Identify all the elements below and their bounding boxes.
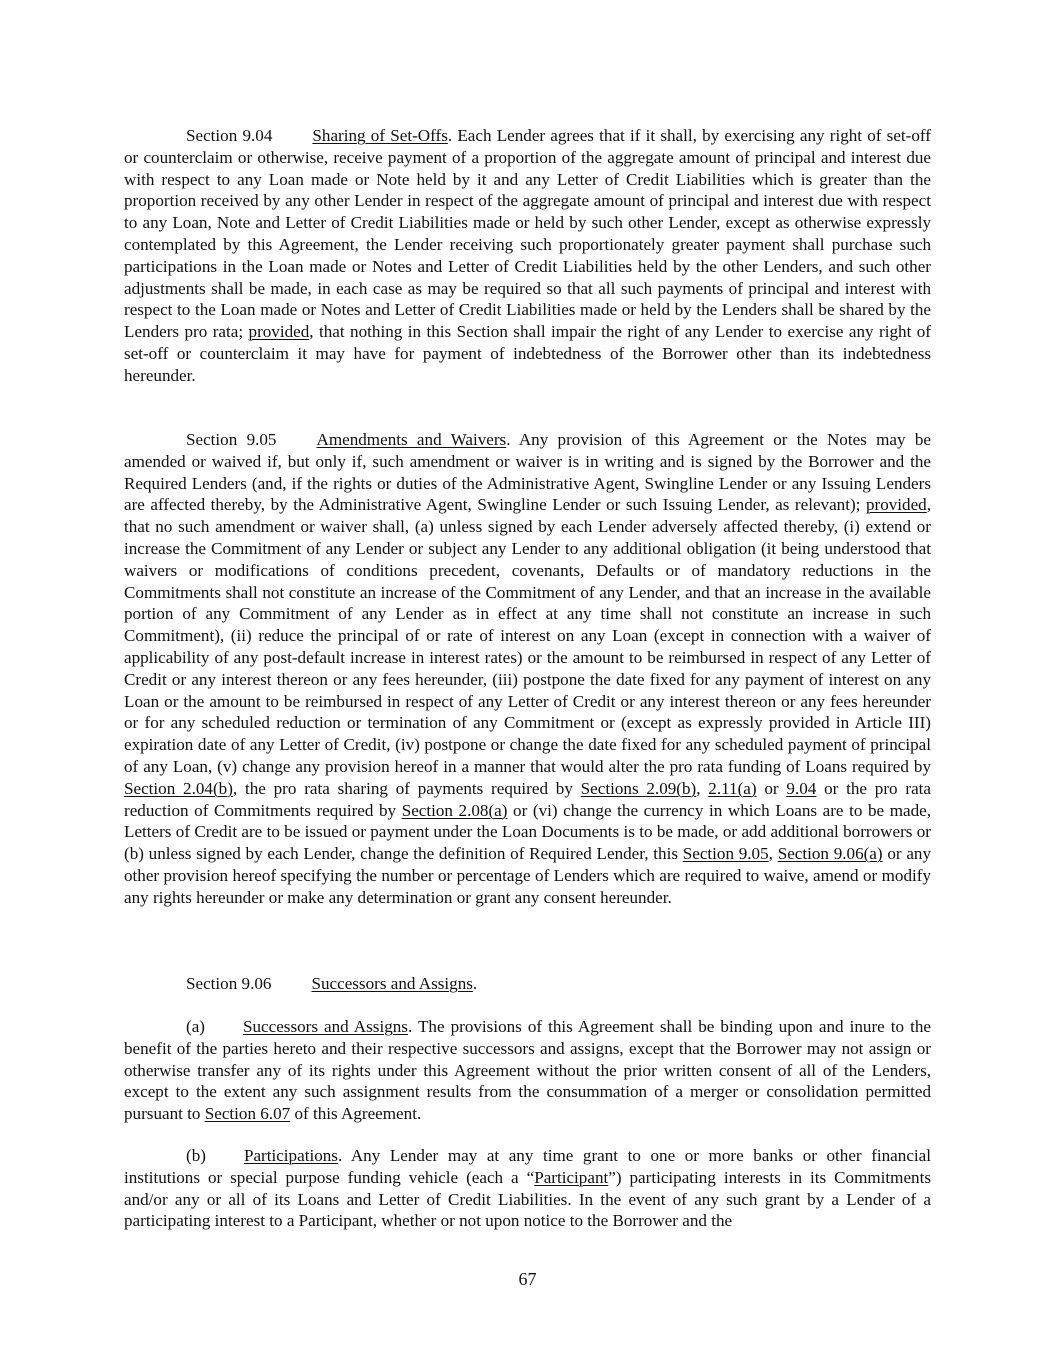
subsection-heading: Successors and Assigns <box>242 1017 408 1036</box>
body-text: , the pro rata sharing of payments required by <box>232 778 581 798</box>
cross-reference: Section 2.04(b) <box>124 778 233 798</box>
cross-reference: Section 9.05 <box>682 844 769 864</box>
body-text: , that nothing in this Section shall impair the right of any Lender to exercise any right of set-off or counterclaim it may have for payment of indebtedness of the Borrower other than its indebtedness hereunder. <box>124 322 931 385</box>
body-text: , <box>696 778 709 798</box>
section-heading: Amendments and Waivers <box>316 430 507 449</box>
provided-term: provided <box>248 322 310 342</box>
cross-reference: 2.11(a) <box>708 778 757 798</box>
defined-term: Participant <box>534 1167 609 1187</box>
cross-reference: Section 2.08(a) <box>401 800 508 820</box>
body-text: or (vi) change the currency in which Loans are to be made, Letters of Credit are to be issued or payment under the Loan Documents is to be made, or add additional borrowers or (b) unless signed by each Lender, change the definition of Required Lender, this <box>124 800 932 864</box>
body-text: . Any Lender may at any time grant to one or more banks or other financial institutions or special purpose funding vehicle (each a “ <box>124 1146 931 1187</box>
subsection-heading: Participations <box>243 1146 338 1165</box>
provided-term: provided <box>865 495 927 515</box>
subsection-label: (a) <box>186 1017 205 1036</box>
body-text: or the pro rata reduction of Commitments required by <box>124 778 931 820</box>
page-number: 67 <box>518 1269 537 1289</box>
section-heading: Successors and Assigns <box>311 974 473 993</box>
subsection-label: (b) <box>186 1146 206 1165</box>
section-number: Section 9.06 <box>186 974 272 993</box>
cross-reference: Section 9.06(a) <box>777 844 883 864</box>
cross-reference: 9.04 <box>786 778 817 798</box>
section-9-06-heading <box>124 973 931 995</box>
section-number: Section 9.05 <box>186 430 277 449</box>
body-text: or any other provision hereof specifying the number or percentage of Lenders which are required to waive, amend or modify any rights hereunder or make any determination or grant any consent hereunder. <box>124 844 932 907</box>
body-text: , <box>768 844 778 864</box>
body-text: . Each Lender agrees that if it shall, by exercising any right of set-off or counterclaim or otherwise, receive payment of a proportion of the aggregate amount of principal and interest due with respect to any Loan made or Note held by it and any Letter of Credit Liabilities which is greater than the proportion received by any other Lender in respect of the aggregate amount of principal and interest due with respect to any Loan, Note and Letter of Credit Liabilities made or held by such other Lender, except as otherwise expressly contemplated by this Agreement, the Lender receiving such proportionately greater payment shall purchase such participations in the Loan made or Notes and Letter of Credit Liabilities held by the other Lenders, and such other adjustments shall be made, in each case as may be required so that all such payments of principal and interest with respect to the Loan made or Notes and Letter of Credit Liabilities made or held by the Lenders shall be shared by the Lenders pro rata; <box>124 126 931 342</box>
subsection-b-paragraph <box>124 1145 931 1232</box>
section-9-05-paragraph <box>124 429 931 909</box>
cross-reference: Sections 2.09(b) <box>580 778 697 798</box>
section-number: Section 9.04 <box>186 126 273 145</box>
section-heading: Sharing of Set-Offs <box>312 126 448 145</box>
body-text: or <box>756 778 787 798</box>
subsection-a-paragraph <box>124 1016 931 1125</box>
body-text: . <box>472 974 478 993</box>
body-text: . Any provision of this Agreement or the Notes may be amended or waived if, but only if, such amendment or waiver is in writing and is signed by the Borrower and the Required Lenders (and, if the rights or duties of the Administrative Agent, Swingline Lender or any Issuing Lenders are affected thereby, by the Administrative Agent, Swingline Lender or such Issuing Lender, as relevant); <box>124 430 931 515</box>
section-9-04-paragraph <box>124 125 931 387</box>
body-text: . The provisions of this Agreement shall be binding upon and inure to the benefit of the parties hereto and their respective successors and assigns, except that the Borrower may not assign or otherwise transfer any of its rights under this Agreement without the prior written consent of all of the Lenders, except to the extent any such assignment results from the consummation of a merger or consolidation permitted pursuant to <box>124 1017 931 1124</box>
body-text: of this Agreement. <box>290 1104 422 1124</box>
body-text: ”) participating interests in its Commitments and/or any or all of its Loans and Letter of Credit Liabilities. In the event of any such grant by a Lender of a participating interest to a Participant, whether or not upon notice to the Borrower and the <box>124 1167 931 1231</box>
body-text: , that no such amendment or waiver shall, (a) unless signed by each Lender adversely affected thereby, (i) extend or increase the Commitment of any Lender or subject any Lender to any additional obligation (it being understood that waivers or modifications of conditions precedent, covenants, Defaults or of mandatory reductions in the Commitments shall not constitute an increase of the Commitment of any Lender, and that an increase in the available portion of any Commitment of any Lender as in effect at any time shall not constitute an increase in such Commitment), (ii) reduce the principal of or rate of interest on any Loan (except in connection with a waiver of applicability of any post-default increase in interest rates) or the amount to be reimbursed in respect of any Letter of Credit or any interest thereon or any fees hereunder, (iii) postpone the date fixed for any payment of interest on any Loan or the amount to be reimbursed in respect of any Letter of Credit or any interest thereon or any fees hereunder or for any scheduled reduction or termination of any Commitment or (except as expressly provided in Article III) expiration date of any Letter of Credit, (iv) postpone or change the date fixed for any scheduled payment of principal of any Loan, (v) change any provision hereof in a manner that would alter the pro rata funding of Loans required by <box>124 495 931 776</box>
cross-reference: Section 6.07 <box>204 1104 291 1124</box>
